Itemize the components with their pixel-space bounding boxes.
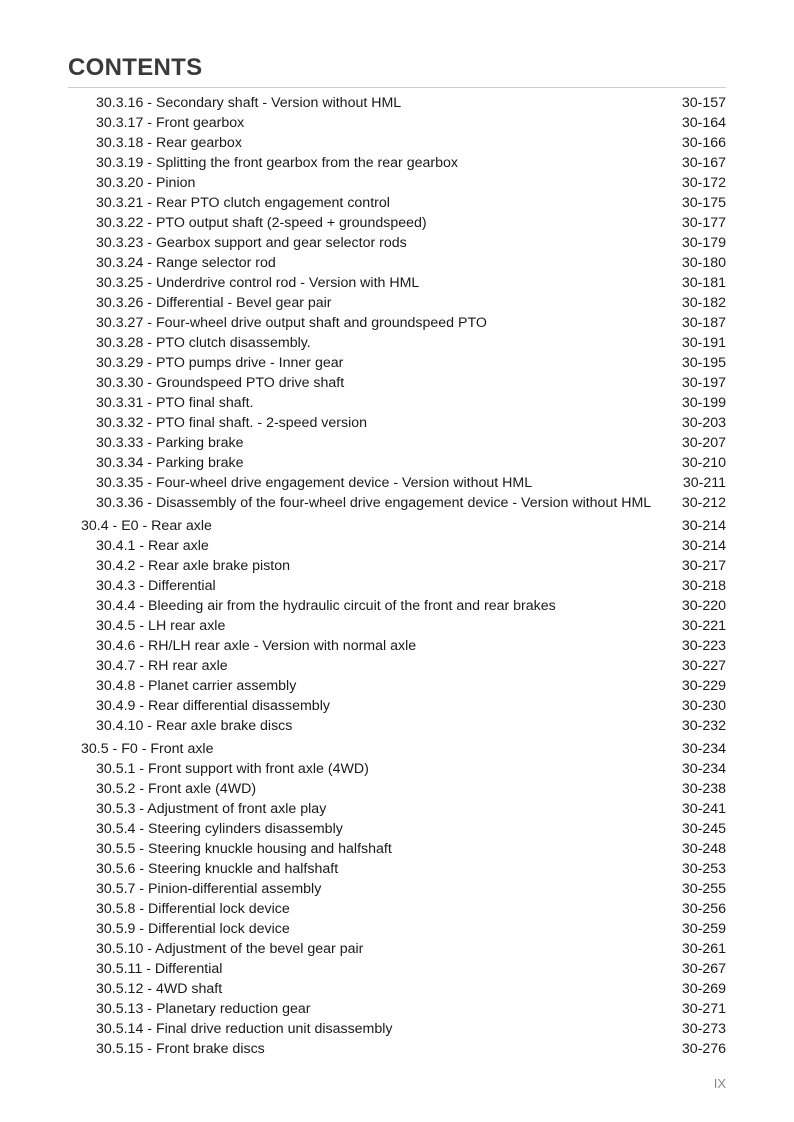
toc-entry-page: 30-164 xyxy=(681,115,726,131)
toc-entry-label: 30.5.11 - Differential xyxy=(96,961,223,977)
toc-entry-page: 30-256 xyxy=(681,901,726,917)
page-title: CONTENTS xyxy=(68,54,203,81)
toc-entry[interactable] xyxy=(0,233,794,253)
toc-entry[interactable] xyxy=(0,536,794,556)
toc-entry[interactable] xyxy=(0,939,794,959)
toc-entry[interactable] xyxy=(0,473,794,493)
toc-entry[interactable] xyxy=(0,839,794,859)
toc-entry-label: 30.3.36 - Disassembly of the four-wheel drive engagement device - Version without HML xyxy=(96,495,652,511)
toc-entry[interactable] xyxy=(0,899,794,919)
toc-entry-label: 30.4.4 - Bleeding air from the hydraulic circuit of the front and rear brakes xyxy=(96,598,556,614)
toc-entry[interactable] xyxy=(0,113,794,133)
toc-entry[interactable] xyxy=(0,819,794,839)
toc-entry-page: 30-191 xyxy=(681,335,726,351)
toc-entry-page: 30-223 xyxy=(681,638,726,654)
toc-entry-label: 30.3.34 - Parking brake xyxy=(96,455,244,471)
toc-entry-page: 30-227 xyxy=(681,658,726,674)
toc-entry-page: 30-214 xyxy=(681,538,726,554)
toc-entry-label: 30.4.1 - Rear axle xyxy=(96,538,209,554)
toc-entry[interactable] xyxy=(0,393,794,413)
toc-entry[interactable] xyxy=(0,696,794,716)
toc-entry[interactable] xyxy=(0,779,794,799)
toc-entry-page: 30-253 xyxy=(681,861,726,877)
toc-entry-label: 30.4.7 - RH rear axle xyxy=(96,658,228,674)
toc-entry-label: 30.3.21 - Rear PTO clutch engagement control xyxy=(96,195,390,211)
toc-entry-page: 30-229 xyxy=(681,678,726,694)
toc-entry-label: 30.3.18 - Rear gearbox xyxy=(96,135,242,151)
toc-entry-label: 30.4.3 - Differential xyxy=(96,578,216,594)
toc-entry[interactable] xyxy=(0,919,794,939)
toc-entry-page: 30-245 xyxy=(681,821,726,837)
toc-entry[interactable] xyxy=(0,556,794,576)
toc-entry[interactable] xyxy=(0,213,794,233)
toc-entry[interactable] xyxy=(0,373,794,393)
toc-entry[interactable] xyxy=(0,353,794,373)
toc-entry[interactable] xyxy=(0,576,794,596)
toc-entry-label: 30.5.5 - Steering knuckle housing and halfshaft xyxy=(96,841,392,857)
toc-entry[interactable] xyxy=(0,93,794,113)
toc-entry-page: 30-221 xyxy=(681,618,726,634)
toc-entry-page: 30-259 xyxy=(681,921,726,937)
toc-entry-label: 30.5.2 - Front axle (4WD) xyxy=(96,781,257,797)
toc-entry-page: 30-177 xyxy=(681,215,726,231)
toc-entry-page: 30-217 xyxy=(681,558,726,574)
toc-entry-page: 30-199 xyxy=(681,395,726,411)
toc-entry-label: 30.3.17 - Front gearbox xyxy=(96,115,245,131)
toc-entry-label: 30.3.20 - Pinion xyxy=(96,175,196,191)
title-divider xyxy=(68,87,726,88)
toc-entry-label: 30.3.22 - PTO output shaft (2-speed + groundspeed) xyxy=(96,215,427,231)
toc-entry-label: 30.3.29 - PTO pumps drive - Inner gear xyxy=(96,355,344,371)
toc-entry-label: 30.5.3 - Adjustment of front axle play xyxy=(96,801,327,817)
toc-entry[interactable] xyxy=(0,656,794,676)
toc-entry-label: 30.3.35 - Four-wheel drive engagement device - Version without HML xyxy=(96,475,533,491)
toc-entry-page: 30-187 xyxy=(681,315,726,331)
toc-entry-page: 30-238 xyxy=(681,781,726,797)
toc-entry-page: 30-232 xyxy=(681,718,726,734)
toc-entry-page: 30-211 xyxy=(682,475,726,491)
toc-entry[interactable] xyxy=(0,193,794,213)
toc-entry-page: 30-248 xyxy=(681,841,726,857)
toc-section-entry[interactable] xyxy=(0,516,794,536)
toc-entry-label: 30.3.32 - PTO final shaft. - 2-speed version xyxy=(96,415,368,431)
toc-entry-page: 30-167 xyxy=(681,155,726,171)
toc-entry-label: 30.3.23 - Gearbox support and gear selector rods xyxy=(96,235,407,251)
toc-entry-page: 30-218 xyxy=(681,578,726,594)
toc-entry-page: 30-234 xyxy=(681,761,726,777)
toc-entry[interactable] xyxy=(0,293,794,313)
toc-entry-page: 30-241 xyxy=(681,801,726,817)
toc-entry-label: 30.3.33 - Parking brake xyxy=(96,435,244,451)
toc-entry[interactable] xyxy=(0,333,794,353)
toc-entry-label: 30.3.26 - Differential - Bevel gear pair xyxy=(96,295,332,311)
toc-entry-page: 30-267 xyxy=(681,961,726,977)
toc-entry-page: 30-179 xyxy=(681,235,726,251)
toc-entry[interactable] xyxy=(0,493,794,513)
toc-entry-label: 30.5.12 - 4WD shaft xyxy=(96,981,223,997)
toc-entry-page: 30-255 xyxy=(681,881,726,897)
toc-entry[interactable] xyxy=(0,453,794,473)
toc-entry-label: 30.5.8 - Differential lock device xyxy=(96,901,290,917)
toc-entry-label: 30.5.10 - Adjustment of the bevel gear pair xyxy=(96,941,364,957)
toc-entry-page: 30-271 xyxy=(681,1001,726,1017)
toc-entry[interactable] xyxy=(0,716,794,736)
toc-entry-label: 30.3.19 - Splitting the front gearbox from the rear gearbox xyxy=(96,155,458,171)
toc-entry[interactable] xyxy=(0,413,794,433)
toc-entry-page: 30-212 xyxy=(681,495,726,511)
toc-entry-page: 30-203 xyxy=(681,415,726,431)
toc-entry-page: 30-230 xyxy=(681,698,726,714)
toc-entry-page: 30-214 xyxy=(681,518,726,534)
toc-entry[interactable] xyxy=(0,253,794,273)
toc-entry-label: 30.3.30 - Groundspeed PTO drive shaft xyxy=(96,375,345,391)
toc-section-entry[interactable] xyxy=(0,739,794,759)
toc-entry[interactable] xyxy=(0,173,794,193)
toc-entry[interactable] xyxy=(0,676,794,696)
toc-entry-label: 30.4.10 - Rear axle brake discs xyxy=(96,718,293,734)
page-folio: IX xyxy=(713,1076,726,1091)
toc-entry-label: 30.3.16 - Secondary shaft - Version without HML xyxy=(96,95,402,111)
toc-entry[interactable] xyxy=(0,879,794,899)
toc-entry-page: 30-180 xyxy=(681,255,726,271)
toc-entry-page: 30-175 xyxy=(681,195,726,211)
toc-entry-label: 30.5.7 - Pinion-differential assembly xyxy=(96,881,322,897)
toc-entry-label: 30.5.6 - Steering knuckle and halfshaft xyxy=(96,861,339,877)
toc-entry-label: 30.4.5 - LH rear axle xyxy=(96,618,226,634)
toc-entry[interactable] xyxy=(0,979,794,999)
toc-entry-label: 30.3.28 - PTO clutch disassembly. xyxy=(96,335,311,351)
toc-entry-page: 30-195 xyxy=(681,355,726,371)
toc-entry[interactable] xyxy=(0,616,794,636)
toc-entry-page: 30-210 xyxy=(681,455,726,471)
toc-list xyxy=(0,93,794,1059)
toc-entry-label: 30.5.9 - Differential lock device xyxy=(96,921,290,937)
toc-entry-page: 30-220 xyxy=(681,598,726,614)
toc-entry-page: 30-234 xyxy=(681,741,726,757)
toc-entry[interactable] xyxy=(0,859,794,879)
toc-entry-label: 30.5.14 - Final drive reduction unit disassembly xyxy=(96,1021,393,1037)
toc-entry-label: 30.5.13 - Planetary reduction gear xyxy=(96,1001,311,1017)
toc-entry-label: 30.5.1 - Front support with front axle (4WD) xyxy=(96,761,369,777)
toc-entry-page: 30-166 xyxy=(681,135,726,151)
toc-entry[interactable] xyxy=(0,1039,794,1059)
toc-entry-page: 30-157 xyxy=(681,95,726,111)
toc-entry-page: 30-207 xyxy=(681,435,726,451)
toc-entry-page: 30-269 xyxy=(681,981,726,997)
toc-entry[interactable] xyxy=(0,596,794,616)
toc-entry-page: 30-273 xyxy=(681,1021,726,1037)
toc-entry[interactable] xyxy=(0,799,794,819)
toc-entry[interactable] xyxy=(0,759,794,779)
toc-entry[interactable] xyxy=(0,133,794,153)
toc-entry-page: 30-261 xyxy=(681,941,726,957)
toc-entry[interactable] xyxy=(0,433,794,453)
toc-entry-label: 30.3.31 - PTO final shaft. xyxy=(96,395,254,411)
toc-entry[interactable] xyxy=(0,313,794,333)
toc-entry-label: 30.4.6 - RH/LH rear axle - Version with normal axle xyxy=(96,638,417,654)
toc-entry-page: 30-276 xyxy=(681,1041,726,1057)
toc-entry-label: 30.5 - F0 - Front axle xyxy=(81,741,214,757)
toc-entry[interactable] xyxy=(0,273,794,293)
toc-entry-label: 30.3.24 - Range selector rod xyxy=(96,255,276,271)
toc-entry-label: 30.5.4 - Steering cylinders disassembly xyxy=(96,821,343,837)
toc-entry[interactable] xyxy=(0,959,794,979)
toc-entry-label: 30.4.9 - Rear differential disassembly xyxy=(96,698,330,714)
toc-entry-label: 30.5.15 - Front brake discs xyxy=(96,1041,265,1057)
toc-entry[interactable] xyxy=(0,636,794,656)
toc-entry-label: 30.4.8 - Planet carrier assembly xyxy=(96,678,297,694)
toc-entry[interactable] xyxy=(0,999,794,1019)
toc-entry-label: 30.3.27 - Four-wheel drive output shaft and groundspeed PTO xyxy=(96,315,487,331)
toc-entry-label: 30.4 - E0 - Rear axle xyxy=(81,518,212,534)
toc-entry-page: 30-181 xyxy=(681,275,726,291)
toc-entry-page: 30-197 xyxy=(681,375,726,391)
toc-entry-page: 30-172 xyxy=(681,175,726,191)
toc-entry[interactable] xyxy=(0,1019,794,1039)
toc-entry-page: 30-182 xyxy=(681,295,726,311)
toc-entry-label: 30.4.2 - Rear axle brake piston xyxy=(96,558,291,574)
toc-entry[interactable] xyxy=(0,153,794,173)
toc-entry-label: 30.3.25 - Underdrive control rod - Version with HML xyxy=(96,275,420,291)
